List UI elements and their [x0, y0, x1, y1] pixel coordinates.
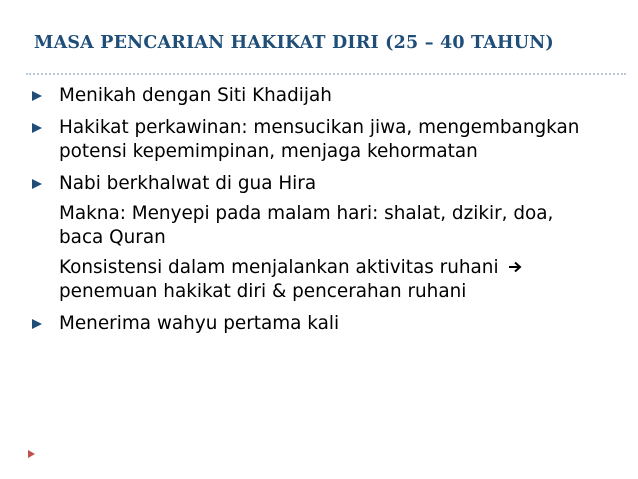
list-item-text: Menerima wahyu pertama kali: [59, 313, 340, 334]
title-divider: [26, 73, 626, 75]
corner-marker-icon: [28, 450, 35, 458]
triangle-bullet-icon: [32, 91, 42, 101]
list-item-text: Menikah dengan Siti Khadijah: [59, 85, 332, 106]
triangle-bullet-icon: [32, 123, 42, 133]
right-arrow-icon: [508, 260, 522, 274]
list-item-continuation: [30, 256, 630, 304]
list-item-text: Nabi berkhalwat di gua Hira: [59, 173, 317, 194]
list-item-text: penemuan hakikat diri & pencerahan ruhani: [59, 281, 467, 302]
list-item-text: potensi kepemimpinan, menjaga kehormatan: [59, 141, 478, 162]
list-item-text: Konsistensi dalam menjalankan aktivitas ruhani: [59, 257, 499, 278]
list-item-text: Makna: Menyepi pada malam hari: shalat, dzikir, doa,: [59, 203, 554, 224]
list-item: [30, 116, 630, 164]
list-item-continuation: [30, 202, 630, 250]
bullet-list: [30, 84, 630, 336]
list-item: [30, 312, 630, 336]
slide-title: MASA PENCARIAN HAKIKAT DIRI (25 – 40 TAHUN): [34, 33, 554, 53]
list-item-text: baca Quran: [59, 227, 166, 248]
triangle-bullet-icon: [32, 179, 42, 189]
list-item: [30, 172, 630, 196]
triangle-bullet-icon: [32, 319, 42, 329]
list-item: [30, 84, 630, 108]
list-item-text: Hakikat perkawinan: mensucikan jiwa, mengembangkan: [59, 117, 580, 138]
